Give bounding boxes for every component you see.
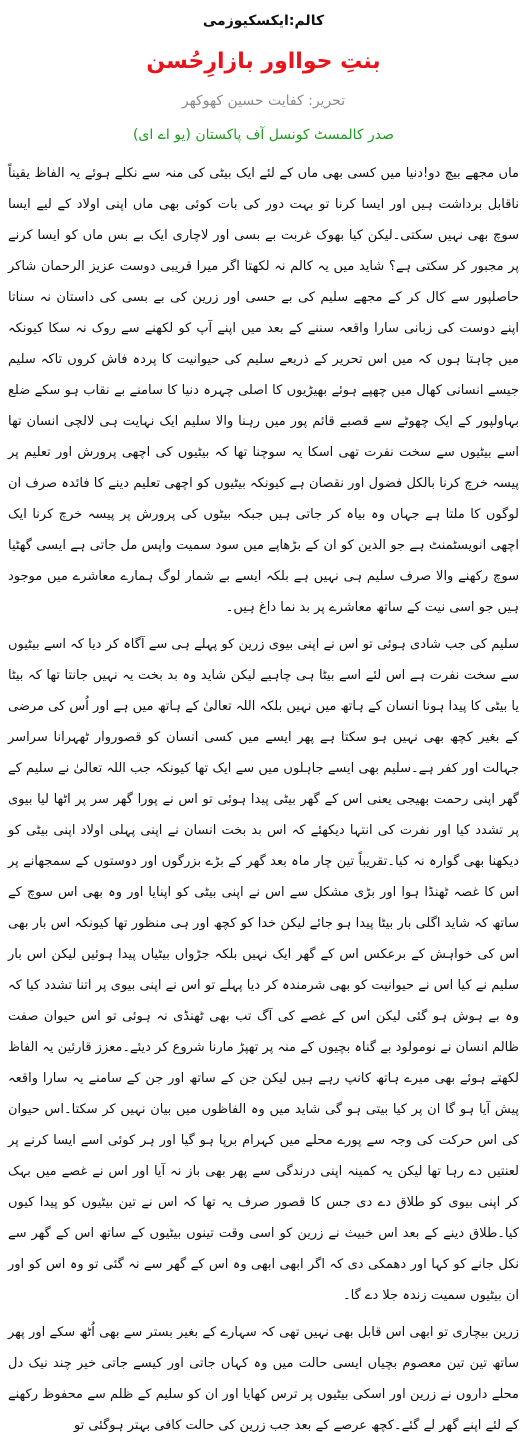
paragraph: ماں مجھے بیچ دو!دنیا میں کسی بھی ماں کے لئے ایک بیٹی کی منہ سے نکلے ہوئے یہ الفاظ یقیناً ناقابل برداشت ہیں اور ایسا کرنا تو بہت دور کی بات کوئی بھی ماں اپنی اولاد کے لیے ایسا سوچ بھی نہیں سکتی۔لیکن کیا بھوک غربت بے بسی اور لاچاری ایک بے بس ماں کو ایسا کرنے پر مجبور کر سکتی ہے؟ شاید میں یہ کالم نہ لکھتا اگر میرا قریبی دوست عزیز الرحمان شاکر حاصلپور سے کال کر کے مجھے سلیم کی بے حسی اور زرین کی بے بسی کی داستان نہ سناتا اپنے دوست کی زبانی سارا واقعہ سننے کے بعد میں اپنے آپ کو لکھنے سے روک نہ سکا کیونکہ میں چاہتا ہوں کہ میں اس تحریر کے ذریعے سلیم کی حیوانیت کا پردہ فاش کروں تاکہ سلیم جیسے انسانی کھال میں چھپے ہوئے بھیڑیوں کا اصلی چہرہ دنیا کا سامنے بے نقاب ہو سکے ضلع بہاولپور کے ایک چھوٹے سے قصبے قائم پور میں رہنا والا سلیم ایک نہایت ہی لالچی انسان تھا اسے بیٹیوں سے سخت نفرت تھی اسکا یہ سوچنا تھا کہ بیٹیوں کی اچھی پرورش اور تعلیم پر پیسہ خرچ کرنا بالکل فضول اور نقصان ہے کیونکہ بیٹیوں کو اچھی تعلیم دینے کا فائدہ صرف ان لوگوں کا ملتا ہے جہاں وہ بیاہ کر جاتی ہیں جبکہ بیٹوں کی پرورش پر پیسہ خرچ کرنا ایک اچھی انویسٹمنٹ ہے جو الدین کو ان کے بڑھاپے میں سود سمیت واپس مل جاتی ہے ایسی گھٹیا سوچ رکھنے والا صرف سلیم ہی نہیں ہے بلکہ ایسے بے شمار لوگ ہمارے معاشرے میں موجود ہیں جو اسی نیت کے ساتھ معاشرے پر بد نما داغ ہیں۔ bbox=[8, 166, 519, 615]
headline: بنتِ حوااور بازارِحُسن bbox=[146, 49, 381, 74]
author-designation: صدر کالمسٹ کونسل آف پاکستان (یو اے ای) bbox=[132, 127, 395, 143]
byline: تحریر: کفایت حسین کھوکھر bbox=[181, 93, 346, 109]
paragraph: زرین بیچاری تو ابھی اس قابل بھی نہیں تھی کہ سہارے کے بغیر بستر سے بھی اُٹھ سکے اور پھر ساتھ تین تین معصوم بچیاں ایسی حالت میں وہ کہاں جاتی اور کیسے جاتی خیر چند نیک دل محلے داروں نے زرین اور اسکی بیٹیوں پر ترس کھایا اور ان کو سلیم کے ظلم سے محفوظ رکھنے کے لئے اپنے گھر لے گئے۔کچھ عرصے کے بعد جب زرین کی حالت کافی بہتر ہوگئی تو bbox=[8, 1325, 519, 1433]
paragraph: سلیم کی جب شادی ہوئی تو اس نے اپنی بیوی زرین کو پہلے ہی سے آگاہ کر دیا کہ اسے بیٹیوں سے سخت نفرت ہے اس لئے اسے بیٹا ہی چاہیے لیکن شاید وہ بد بخت یہ نہیں جانتا تھا کہ بیٹا یا بیٹی کا پیدا ہونا انسان کے ہاتھ میں نہیں بلکہ اللہ تعالیٰ کے ہاتھ میں ہے اور اُس کی مرضی کے بغیر کچھ بھی نہیں ہو سکتا ہے پھر ایسے میں کسی انسان کو قصوروار ٹھہرانا سراسر جہالت اور کفر ہے۔سلیم بھی ایسے جاہلوں میں سے ایک تھا کیونکہ جب اللہ تعالیٰ نے سلیم کے گھر اپنی رحمت بھیجی یعنی اس کے گھر بیٹی پیدا ہوئی تو اس نے پورا گھر سر پر اٹھا لیا بیوی پر تشدد کیا اور نفرت کی انتہا دیکھئے کہ اس بد بخت انسان نے اپنی پہلی اولاد اپنی بیٹی کو دیکھنا بھی گوارہ نہ کیا۔تقریباً تین چار ماہ بعد گھر کے بڑے بزرگوں اور دوستوں کے سمجھانے پر اس کا غصہ ٹھنڈا ہوا اور بڑی مشکل سے اس نے اپنی بیٹی کو اپنایا اور وہ بھی اس سوچ کے ساتھ کہ شاید اگلی بار بیٹا پیدا ہو جائے لیکن خدا کو کچھ اور ہی منظور تھا کیونکہ اس بار بھی اس کی خواہش کے برعکس اس کے گھر ایک نہیں بلکہ جڑواں بیٹیاں پیدا ہوئیں لیکن اس بار سلیم نے کیا اس نے حیوانیت کو بھی شرمندہ کر دیا پہلے تو اس نے اپنی بیوی پر اتنا تشدد کیا کہ وہ بے ہوش ہو گئی لیکن اس کے غصے کی آگ تب بھی ٹھنڈی نہ ہوئی تو اس حیوان صفت ظالم انسان نے نومولود بے گناہ بچیوں کے منہ پر تھپڑ مارنا شروع کر دیئے۔معزز قارئین یہ الفاظ لکھتے ہوئے بھی میرے ہاتھ کانپ رہے ہیں لیکن جن کے ساتھ اور جن کے سامنے یہ سارا واقعہ پیش آیا ہو گا ان پر کیا بیتی ہو گی شاید میں وہ الفاظوں میں بیان نہیں کر سکتا۔اس حیوان کی اس حرکت کی وجہ سے پورے محلے میں کہرام برپا ہو گیا اور ہر کوئی اسے ایسا کرنے پر لعنتیں دے رہا تھا لیکن یہ کمینہ اپنی درندگی سے پھر بھی باز نہ آیا اور اس نے غصے میں بہک کر اپنی بیوی کو طلاق دے دی جس کا قصور صرف یہ تھا کہ اس نے تین بیٹیوں کو پیدا کیوں کیا۔طلاق دینے کے بعد اس خبیث نے زرین کو اسی وقت تینوں بیٹیوں کے ساتھ اس کے گھر سے نکل جانے کو کہا اور دھمکی دی کہ اگر ابھی ابھی وہ اس کے گھر سے نہ گئی تو وہ اس کو اور ان بیٹیوں سمیت زندہ جلا دے گا۔ bbox=[8, 637, 519, 1303]
column-label: کالم:ایکسکیوزمی bbox=[202, 13, 325, 29]
article-body bbox=[8, 158, 519, 1441]
